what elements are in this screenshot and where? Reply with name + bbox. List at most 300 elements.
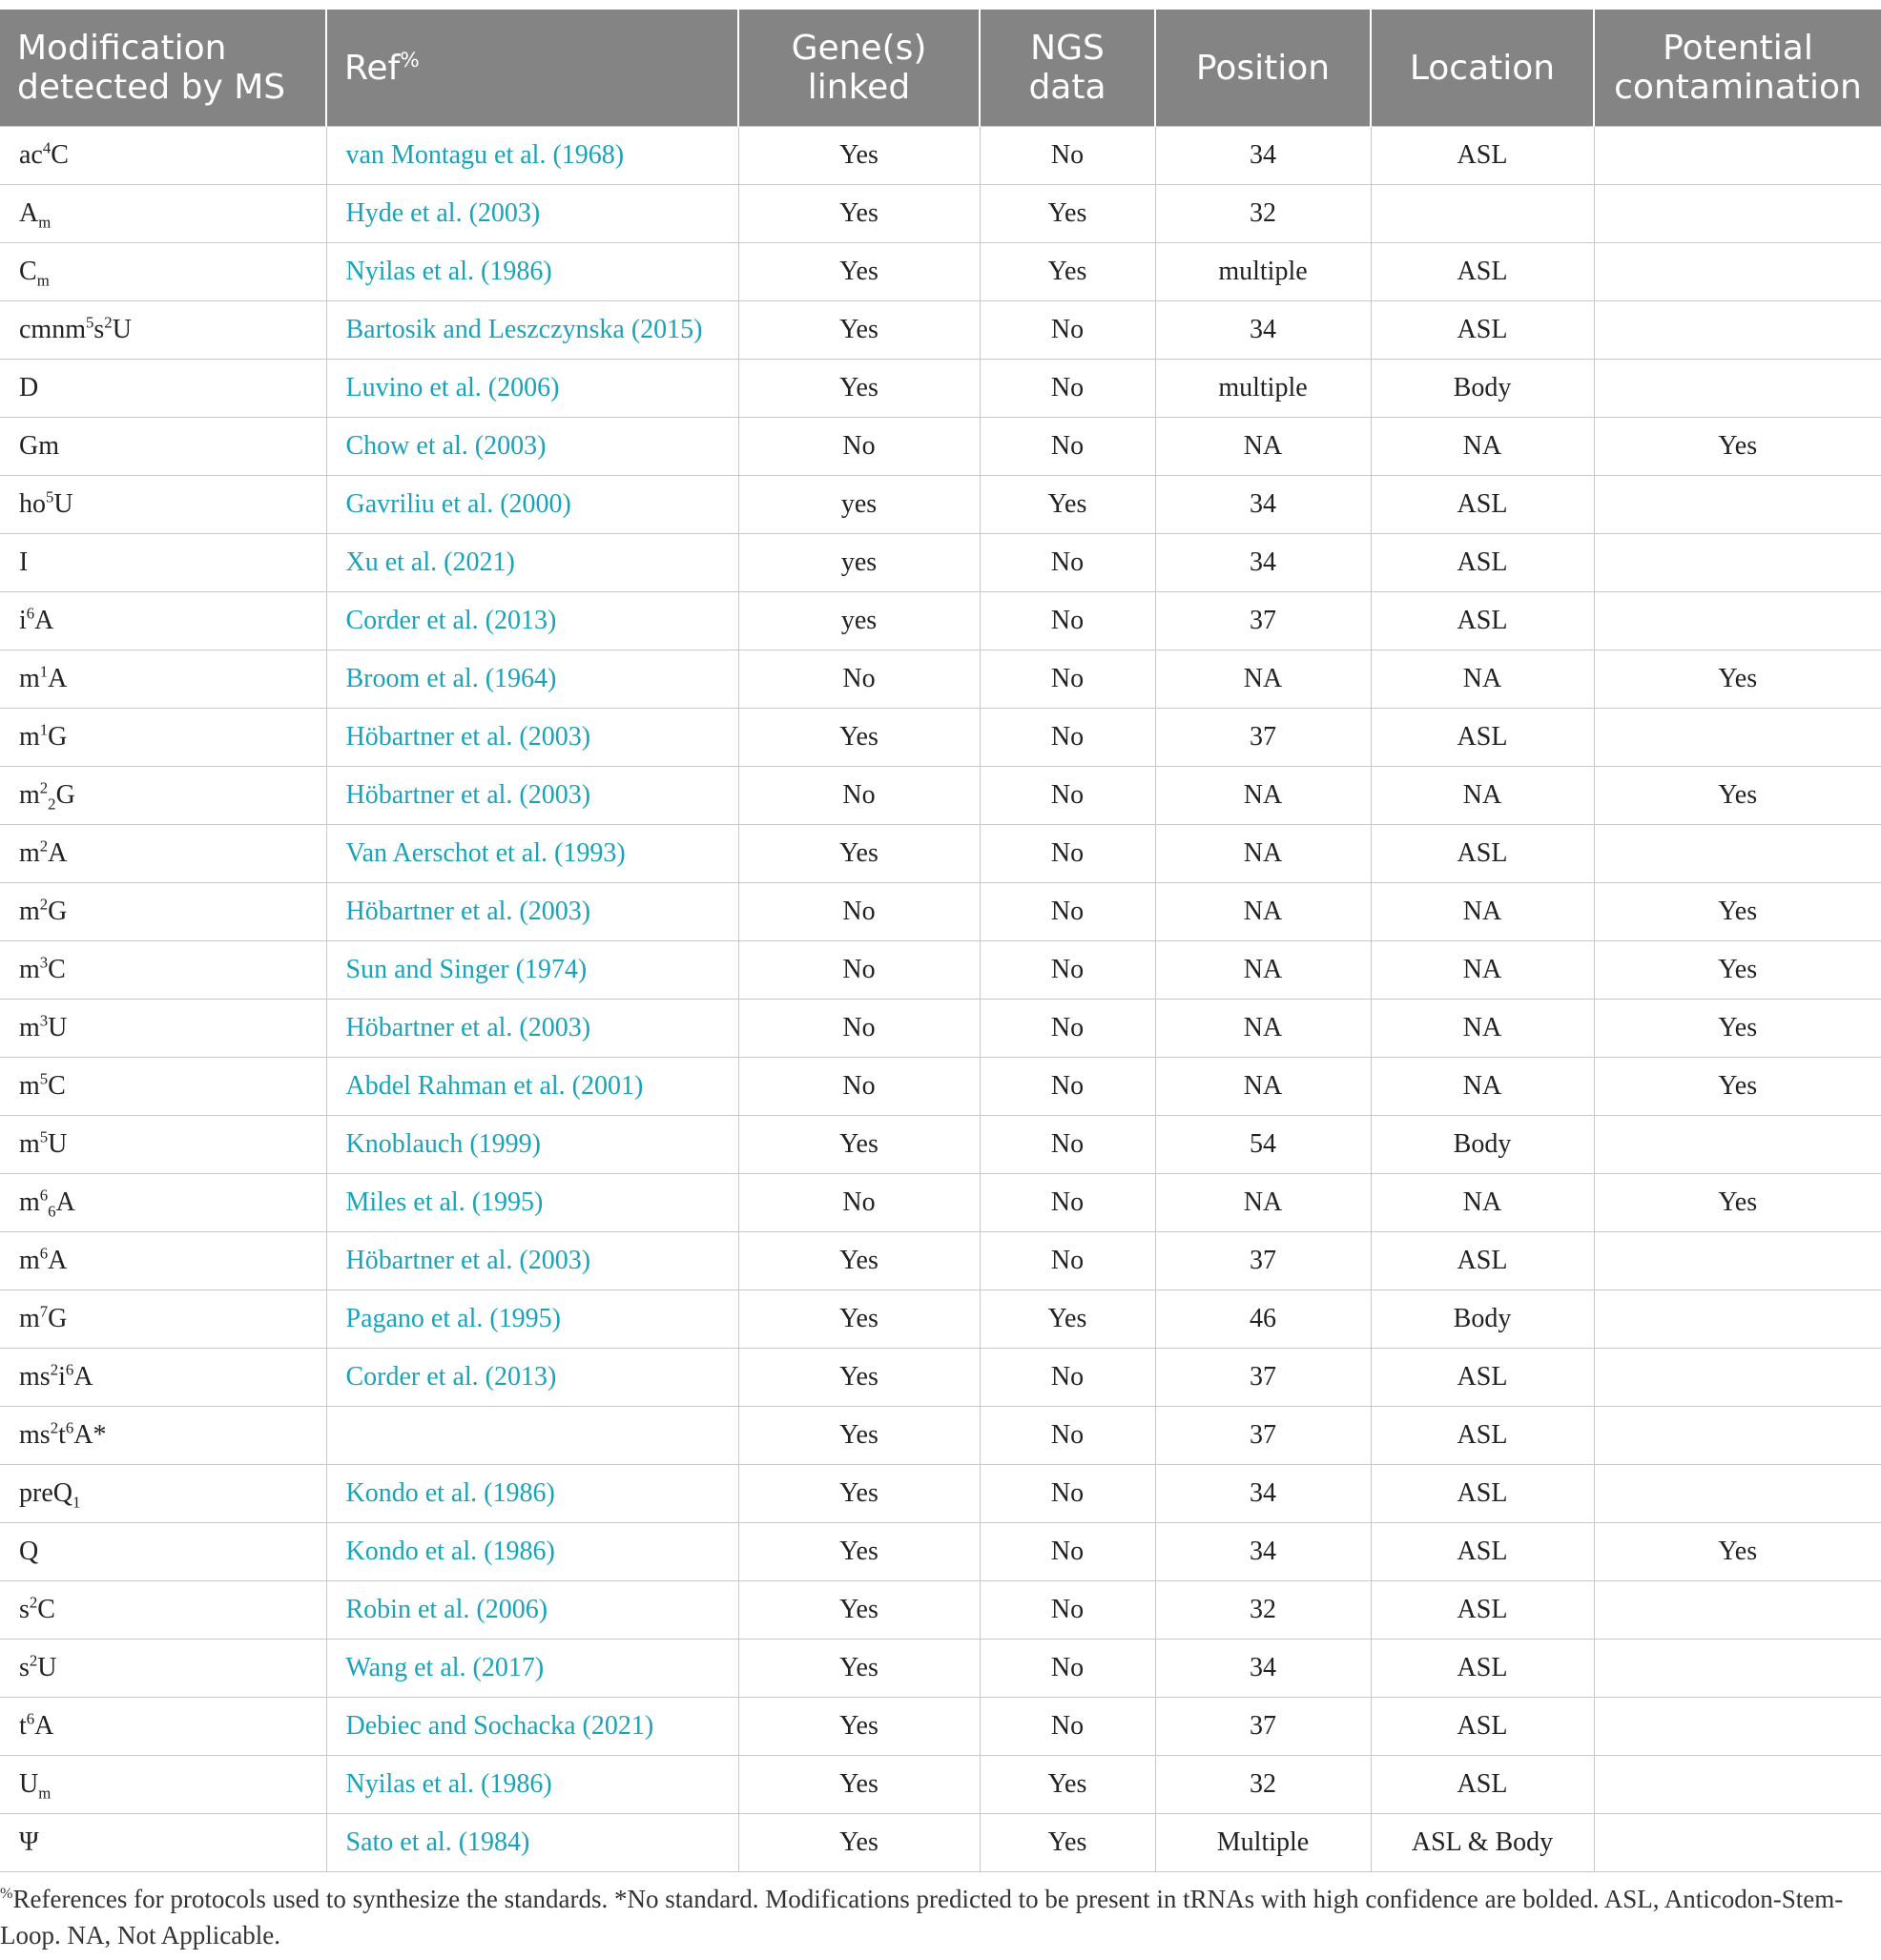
- modification-symbol-part: 2: [29, 1593, 38, 1612]
- modification-symbol-part: m: [19, 838, 40, 868]
- header-potential-contamination: Potential contamination: [1594, 10, 1881, 127]
- cell-genes-linked: Yes: [738, 127, 980, 185]
- modification-symbol-part: preQ: [19, 1478, 72, 1508]
- cell-ngs-data: No: [980, 127, 1155, 185]
- cell-position: 37: [1155, 709, 1371, 767]
- cell-genes-linked: No: [738, 418, 980, 476]
- cell-genes-linked: No: [738, 650, 980, 709]
- cell-potential-contamination: [1594, 1349, 1881, 1407]
- cell-potential-contamination: [1594, 360, 1881, 418]
- cell-ngs-data: No: [980, 1640, 1155, 1698]
- cell-ngs-data: No: [980, 825, 1155, 883]
- cell-modification: [0, 127, 326, 185]
- cell-ngs-data: No: [980, 650, 1155, 709]
- modification-symbol-part: C: [19, 257, 37, 286]
- cell-genes-linked: Yes: [738, 825, 980, 883]
- cell-ngs-data: Yes: [980, 1756, 1155, 1814]
- modification-symbol-part: m: [19, 1187, 40, 1217]
- cell-modification: [0, 1407, 326, 1465]
- cell-reference-link[interactable]: Hyde et al. (2003): [326, 185, 738, 243]
- table-row: [0, 301, 1881, 360]
- header-position: Position: [1155, 10, 1371, 127]
- cell-modification: [0, 1756, 326, 1814]
- cell-genes-linked: Yes: [738, 1523, 980, 1581]
- cell-ngs-data: Yes: [980, 476, 1155, 534]
- modification-symbol-part: 6: [48, 1202, 56, 1221]
- modification-symbol-part: 2: [29, 1651, 38, 1670]
- modification-symbol-part: U: [48, 1013, 68, 1042]
- cell-reference-link[interactable]: Broom et al. (1964): [326, 650, 738, 709]
- cell-potential-contamination: Yes: [1594, 1058, 1881, 1116]
- cell-modification: [0, 1290, 326, 1349]
- modification-symbol-part: Ψ: [19, 1827, 39, 1857]
- modification-symbol-part: G: [48, 1304, 68, 1333]
- cell-ngs-data: No: [980, 941, 1155, 1000]
- table-row: [0, 1058, 1881, 1116]
- cell-position: 34: [1155, 1640, 1371, 1698]
- cell-potential-contamination: [1594, 1814, 1881, 1872]
- cell-reference-link[interactable]: Van Aerschot et al. (1993): [326, 825, 738, 883]
- cell-position: 54: [1155, 1116, 1371, 1174]
- modification-symbol-part: m: [19, 1013, 40, 1042]
- cell-reference-link[interactable]: Debiec and Sochacka (2021): [326, 1698, 738, 1756]
- cell-location: ASL: [1371, 1407, 1594, 1465]
- cell-genes-linked: Yes: [738, 1756, 980, 1814]
- table-row: [0, 1581, 1881, 1640]
- cell-reference-link[interactable]: Höbartner et al. (2003): [326, 767, 738, 825]
- cell-reference-link[interactable]: Robin et al. (2006): [326, 1581, 738, 1640]
- modification-symbol-part: 6: [65, 1360, 74, 1379]
- cell-potential-contamination: [1594, 1698, 1881, 1756]
- cell-potential-contamination: [1594, 1232, 1881, 1290]
- cell-location: Body: [1371, 360, 1594, 418]
- cell-genes-linked: No: [738, 883, 980, 941]
- cell-ngs-data: No: [980, 1349, 1155, 1407]
- cell-ngs-data: No: [980, 1174, 1155, 1232]
- cell-genes-linked: yes: [738, 592, 980, 650]
- cell-location: NA: [1371, 1000, 1594, 1058]
- cell-location: NA: [1371, 1174, 1594, 1232]
- cell-position: multiple: [1155, 360, 1371, 418]
- modification-symbol-part: U: [48, 1129, 68, 1159]
- cell-ngs-data: No: [980, 1581, 1155, 1640]
- modification-symbol-part: 6: [65, 1418, 74, 1437]
- modification-symbol-part: 2: [50, 1360, 59, 1379]
- header-ref: [326, 10, 738, 127]
- cell-location: ASL: [1371, 1698, 1594, 1756]
- table-row: [0, 1814, 1881, 1872]
- table-row: [0, 767, 1881, 825]
- modification-symbol-part: 6: [26, 1709, 35, 1728]
- cell-modification: [0, 1116, 326, 1174]
- cell-genes-linked: Yes: [738, 1116, 980, 1174]
- cell-position: NA: [1155, 767, 1371, 825]
- cell-modification: [0, 418, 326, 476]
- cell-potential-contamination: [1594, 1581, 1881, 1640]
- cell-location: NA: [1371, 883, 1594, 941]
- footnote-text: References for protocols used to synthesize the standards. *No standard. Modifications predicted to be present in tRNAs with high confidence are bolded. ASL, Anticodon-Stem-Loop. NA, Not Applicable.: [0, 1885, 1844, 1950]
- cell-modification: [0, 650, 326, 709]
- modification-symbol-part: s: [93, 315, 105, 344]
- cell-reference-link[interactable]: Corder et al. (2013): [326, 592, 738, 650]
- cell-potential-contamination: [1594, 185, 1881, 243]
- cell-position: 37: [1155, 592, 1371, 650]
- modification-symbol-part: 2: [48, 794, 56, 814]
- modification-symbol-part: A: [73, 1362, 93, 1392]
- modification-symbol-part: C: [51, 140, 69, 170]
- modifications-table: [0, 10, 1881, 1872]
- modification-symbol-part: A: [19, 198, 39, 228]
- cell-reference-link[interactable]: [326, 1407, 738, 1465]
- cell-reference-link[interactable]: Kondo et al. (1986): [326, 1465, 738, 1523]
- modification-symbol-part: 2: [50, 1418, 59, 1437]
- cell-location: ASL & Body: [1371, 1814, 1594, 1872]
- cell-ngs-data: No: [980, 1000, 1155, 1058]
- table-row: [0, 592, 1881, 650]
- cell-ngs-data: No: [980, 592, 1155, 650]
- cell-modification: [0, 1523, 326, 1581]
- modification-symbol-part: 1: [72, 1493, 81, 1512]
- modification-symbol-part: 5: [39, 1127, 49, 1146]
- cell-potential-contamination: [1594, 1465, 1881, 1523]
- table-row: [0, 243, 1881, 301]
- cell-ngs-data: No: [980, 1698, 1155, 1756]
- cell-genes-linked: Yes: [738, 1407, 980, 1465]
- cell-modification: [0, 825, 326, 883]
- cell-modification: [0, 1814, 326, 1872]
- header-modification: Modification detected by MS: [0, 10, 326, 127]
- cell-location: ASL: [1371, 1523, 1594, 1581]
- cell-position: 37: [1155, 1698, 1371, 1756]
- table-row: [0, 476, 1881, 534]
- table-row: [0, 1465, 1881, 1523]
- cell-ngs-data: No: [980, 709, 1155, 767]
- cell-genes-linked: Yes: [738, 360, 980, 418]
- modification-symbol-part: Gm: [19, 431, 59, 461]
- cell-position: 32: [1155, 1581, 1371, 1640]
- modification-symbol-part: m: [19, 1304, 40, 1333]
- modification-symbol-part: ms: [19, 1362, 51, 1392]
- cell-position: 34: [1155, 476, 1371, 534]
- cell-position: NA: [1155, 941, 1371, 1000]
- cell-potential-contamination: [1594, 1290, 1881, 1349]
- header-ref-mark: %: [400, 48, 420, 72]
- modification-symbol-part: Q: [19, 1537, 39, 1566]
- cell-genes-linked: Yes: [738, 1581, 980, 1640]
- modification-symbol-part: ms: [19, 1420, 51, 1450]
- cell-potential-contamination: [1594, 592, 1881, 650]
- table-row: [0, 709, 1881, 767]
- cell-reference-link[interactable]: Bartosik and Leszczynska (2015): [326, 301, 738, 360]
- cell-genes-linked: No: [738, 1058, 980, 1116]
- cell-potential-contamination: [1594, 301, 1881, 360]
- cell-reference-link[interactable]: Höbartner et al. (2003): [326, 709, 738, 767]
- cell-position: multiple: [1155, 243, 1371, 301]
- modification-symbol-part: 2: [39, 778, 49, 797]
- modification-symbol-part: m: [19, 722, 40, 752]
- cell-reference-link[interactable]: Luvino et al. (2006): [326, 360, 738, 418]
- cell-location: ASL: [1371, 592, 1594, 650]
- table-row: [0, 418, 1881, 476]
- modification-symbol-part: 2: [39, 895, 49, 914]
- modification-symbol-part: 6: [39, 1244, 49, 1263]
- modification-symbol-part: 7: [39, 1302, 49, 1321]
- cell-location: ASL: [1371, 243, 1594, 301]
- cell-genes-linked: No: [738, 1174, 980, 1232]
- cell-position: NA: [1155, 1174, 1371, 1232]
- cell-ngs-data: Yes: [980, 1290, 1155, 1349]
- modification-symbol-part: s: [19, 1595, 30, 1624]
- cell-reference-link[interactable]: Chow et al. (2003): [326, 418, 738, 476]
- modification-symbol-part: A: [48, 664, 68, 693]
- modification-symbol-part: 5: [46, 487, 54, 506]
- cell-reference-link[interactable]: Sun and Singer (1974): [326, 941, 738, 1000]
- cell-genes-linked: yes: [738, 476, 980, 534]
- table-row: [0, 1756, 1881, 1814]
- modification-symbol-part: G: [55, 780, 75, 810]
- cell-ngs-data: Yes: [980, 243, 1155, 301]
- cell-position: NA: [1155, 650, 1371, 709]
- table-row: [0, 883, 1881, 941]
- cell-modification: [0, 1698, 326, 1756]
- cell-ngs-data: No: [980, 301, 1155, 360]
- cell-potential-contamination: [1594, 127, 1881, 185]
- cell-ngs-data: No: [980, 1465, 1155, 1523]
- cell-potential-contamination: [1594, 1407, 1881, 1465]
- header-genes-linked: Gene(s) linked: [738, 10, 980, 127]
- cell-potential-contamination: [1594, 825, 1881, 883]
- cell-reference-link[interactable]: Höbartner et al. (2003): [326, 1232, 738, 1290]
- cell-potential-contamination: Yes: [1594, 1000, 1881, 1058]
- cell-position: NA: [1155, 1000, 1371, 1058]
- modification-symbol-part: A: [34, 1711, 54, 1741]
- cell-modification: [0, 1058, 326, 1116]
- cell-position: 37: [1155, 1407, 1371, 1465]
- cell-position: 32: [1155, 185, 1371, 243]
- cell-ngs-data: No: [980, 1407, 1155, 1465]
- cell-modification: [0, 941, 326, 1000]
- cell-genes-linked: yes: [738, 534, 980, 592]
- cell-genes-linked: Yes: [738, 1698, 980, 1756]
- cell-location: ASL: [1371, 1465, 1594, 1523]
- table-row: [0, 1349, 1881, 1407]
- cell-potential-contamination: Yes: [1594, 1523, 1881, 1581]
- cell-ngs-data: No: [980, 1116, 1155, 1174]
- cell-reference-link[interactable]: Wang et al. (2017): [326, 1640, 738, 1698]
- modification-symbol-part: m: [19, 955, 40, 984]
- table-row: [0, 1116, 1881, 1174]
- cell-genes-linked: Yes: [738, 1465, 980, 1523]
- cell-location: Body: [1371, 1290, 1594, 1349]
- table-row: [0, 1290, 1881, 1349]
- cell-genes-linked: Yes: [738, 1349, 980, 1407]
- cell-potential-contamination: [1594, 476, 1881, 534]
- cell-reference-link[interactable]: Abdel Rahman et al. (2001): [326, 1058, 738, 1116]
- cell-modification: [0, 1349, 326, 1407]
- cell-modification: [0, 534, 326, 592]
- modification-symbol-part: G: [48, 897, 68, 926]
- cell-location: NA: [1371, 1058, 1594, 1116]
- cell-location: [1371, 185, 1594, 243]
- table-header: [0, 10, 1881, 127]
- modification-symbol-part: m: [19, 897, 40, 926]
- cell-reference-link[interactable]: Nyilas et al. (1986): [326, 243, 738, 301]
- cell-reference-link[interactable]: Knoblauch (1999): [326, 1116, 738, 1174]
- cell-potential-contamination: [1594, 243, 1881, 301]
- modification-symbol-part: U: [37, 1653, 57, 1682]
- cell-location: ASL: [1371, 1756, 1594, 1814]
- cell-reference-link[interactable]: Xu et al. (2021): [326, 534, 738, 592]
- cell-location: ASL: [1371, 1349, 1594, 1407]
- cell-ngs-data: No: [980, 1058, 1155, 1116]
- cell-ngs-data: Yes: [980, 185, 1155, 243]
- modification-symbol-part: 3: [39, 953, 49, 972]
- cell-genes-linked: No: [738, 1000, 980, 1058]
- cell-potential-contamination: Yes: [1594, 650, 1881, 709]
- cell-potential-contamination: [1594, 1116, 1881, 1174]
- cell-position: 37: [1155, 1349, 1371, 1407]
- cell-potential-contamination: [1594, 1756, 1881, 1814]
- table-row: [0, 650, 1881, 709]
- modification-symbol-part: m: [19, 1071, 40, 1101]
- cell-location: NA: [1371, 941, 1594, 1000]
- modification-symbol-part: A: [34, 606, 54, 635]
- modification-symbol-part: 6: [26, 604, 35, 623]
- modification-symbol-part: m: [36, 271, 50, 290]
- cell-location: NA: [1371, 418, 1594, 476]
- cell-modification: [0, 709, 326, 767]
- table-row: [0, 534, 1881, 592]
- cell-ngs-data: No: [980, 767, 1155, 825]
- cell-genes-linked: No: [738, 767, 980, 825]
- cell-location: ASL: [1371, 301, 1594, 360]
- cell-potential-contamination: Yes: [1594, 941, 1881, 1000]
- cell-location: Body: [1371, 1116, 1594, 1174]
- cell-location: ASL: [1371, 534, 1594, 592]
- cell-reference-link[interactable]: Corder et al. (2013): [326, 1349, 738, 1407]
- table-row: [0, 127, 1881, 185]
- header-ngs-data: NGS data: [980, 10, 1155, 127]
- cell-position: 34: [1155, 1523, 1371, 1581]
- cell-reference-link[interactable]: Höbartner et al. (2003): [326, 1000, 738, 1058]
- cell-modification: [0, 767, 326, 825]
- modification-symbol-part: A: [48, 838, 68, 868]
- cell-location: ASL: [1371, 476, 1594, 534]
- cell-position: 34: [1155, 534, 1371, 592]
- modification-symbol-part: 3: [39, 1011, 49, 1030]
- modification-symbol-part: 5: [39, 1069, 49, 1088]
- cell-modification: [0, 243, 326, 301]
- cell-location: ASL: [1371, 1640, 1594, 1698]
- modification-symbol-part: C: [48, 955, 66, 984]
- cell-modification: [0, 1640, 326, 1698]
- cell-modification: [0, 1000, 326, 1058]
- cell-ngs-data: No: [980, 1232, 1155, 1290]
- cell-genes-linked: Yes: [738, 243, 980, 301]
- cell-reference-link[interactable]: Kondo et al. (1986): [326, 1523, 738, 1581]
- modification-symbol-part: m: [38, 1784, 52, 1803]
- modification-symbol-part: G: [48, 722, 68, 752]
- cell-genes-linked: Yes: [738, 1290, 980, 1349]
- table-row: [0, 360, 1881, 418]
- cell-ngs-data: Yes: [980, 1814, 1155, 1872]
- modification-symbol-part: ac: [19, 140, 43, 170]
- cell-modification: [0, 1465, 326, 1523]
- cell-ngs-data: No: [980, 1523, 1155, 1581]
- cell-location: NA: [1371, 767, 1594, 825]
- modification-symbol-part: ho: [19, 489, 46, 519]
- modification-symbol-part: A: [55, 1187, 75, 1217]
- modification-symbol-part: 2: [39, 836, 49, 856]
- cell-genes-linked: Yes: [738, 1814, 980, 1872]
- table-row: [0, 1232, 1881, 1290]
- cell-position: NA: [1155, 883, 1371, 941]
- cell-location: ASL: [1371, 1232, 1594, 1290]
- cell-genes-linked: No: [738, 941, 980, 1000]
- cell-potential-contamination: Yes: [1594, 1174, 1881, 1232]
- cell-potential-contamination: [1594, 534, 1881, 592]
- modification-symbol-part: i: [19, 606, 27, 635]
- cell-position: Multiple: [1155, 1814, 1371, 1872]
- cell-location: ASL: [1371, 127, 1594, 185]
- cell-potential-contamination: [1594, 1640, 1881, 1698]
- cell-modification: [0, 883, 326, 941]
- modification-symbol-part: 6: [39, 1186, 49, 1205]
- modification-symbol-part: t: [58, 1420, 66, 1450]
- table-row: [0, 1407, 1881, 1465]
- modification-symbol-part: A: [48, 1246, 68, 1275]
- cell-modification: [0, 1581, 326, 1640]
- table-row: [0, 941, 1881, 1000]
- cell-reference-link[interactable]: Höbartner et al. (2003): [326, 883, 738, 941]
- cell-position: 46: [1155, 1290, 1371, 1349]
- cell-reference-link[interactable]: Nyilas et al. (1986): [326, 1756, 738, 1814]
- modification-symbol-part: I: [19, 547, 29, 577]
- cell-position: NA: [1155, 1058, 1371, 1116]
- modification-symbol-part: U: [53, 489, 73, 519]
- cell-position: NA: [1155, 825, 1371, 883]
- cell-reference-link[interactable]: Sato et al. (1984): [326, 1814, 738, 1872]
- cell-genes-linked: Yes: [738, 301, 980, 360]
- cell-potential-contamination: Yes: [1594, 883, 1881, 941]
- cell-genes-linked: Yes: [738, 1640, 980, 1698]
- cell-ngs-data: No: [980, 360, 1155, 418]
- table-row: [0, 1640, 1881, 1698]
- cell-genes-linked: Yes: [738, 709, 980, 767]
- cell-modification: [0, 1232, 326, 1290]
- cell-reference-link[interactable]: van Montagu et al. (1968): [326, 127, 738, 185]
- table-row: [0, 1523, 1881, 1581]
- cell-location: ASL: [1371, 825, 1594, 883]
- modification-symbol-part: m: [19, 780, 40, 810]
- cell-position: 34: [1155, 127, 1371, 185]
- table-body: [0, 127, 1881, 1872]
- modification-symbol-part: m: [19, 1129, 40, 1159]
- header-row: [0, 10, 1881, 127]
- cell-modification: [0, 476, 326, 534]
- cell-reference-link[interactable]: Miles et al. (1995): [326, 1174, 738, 1232]
- modification-symbol-part: C: [37, 1595, 55, 1624]
- modification-symbol-part: m: [38, 213, 52, 232]
- modification-symbol-part: t: [19, 1711, 27, 1741]
- cell-reference-link[interactable]: Gavriliu et al. (2000): [326, 476, 738, 534]
- cell-reference-link[interactable]: Pagano et al. (1995): [326, 1290, 738, 1349]
- modification-symbol-part: m: [19, 664, 40, 693]
- modification-symbol-part: U: [19, 1769, 39, 1799]
- cell-modification: [0, 592, 326, 650]
- table-row: [0, 1000, 1881, 1058]
- modification-symbol-part: 1: [39, 662, 49, 681]
